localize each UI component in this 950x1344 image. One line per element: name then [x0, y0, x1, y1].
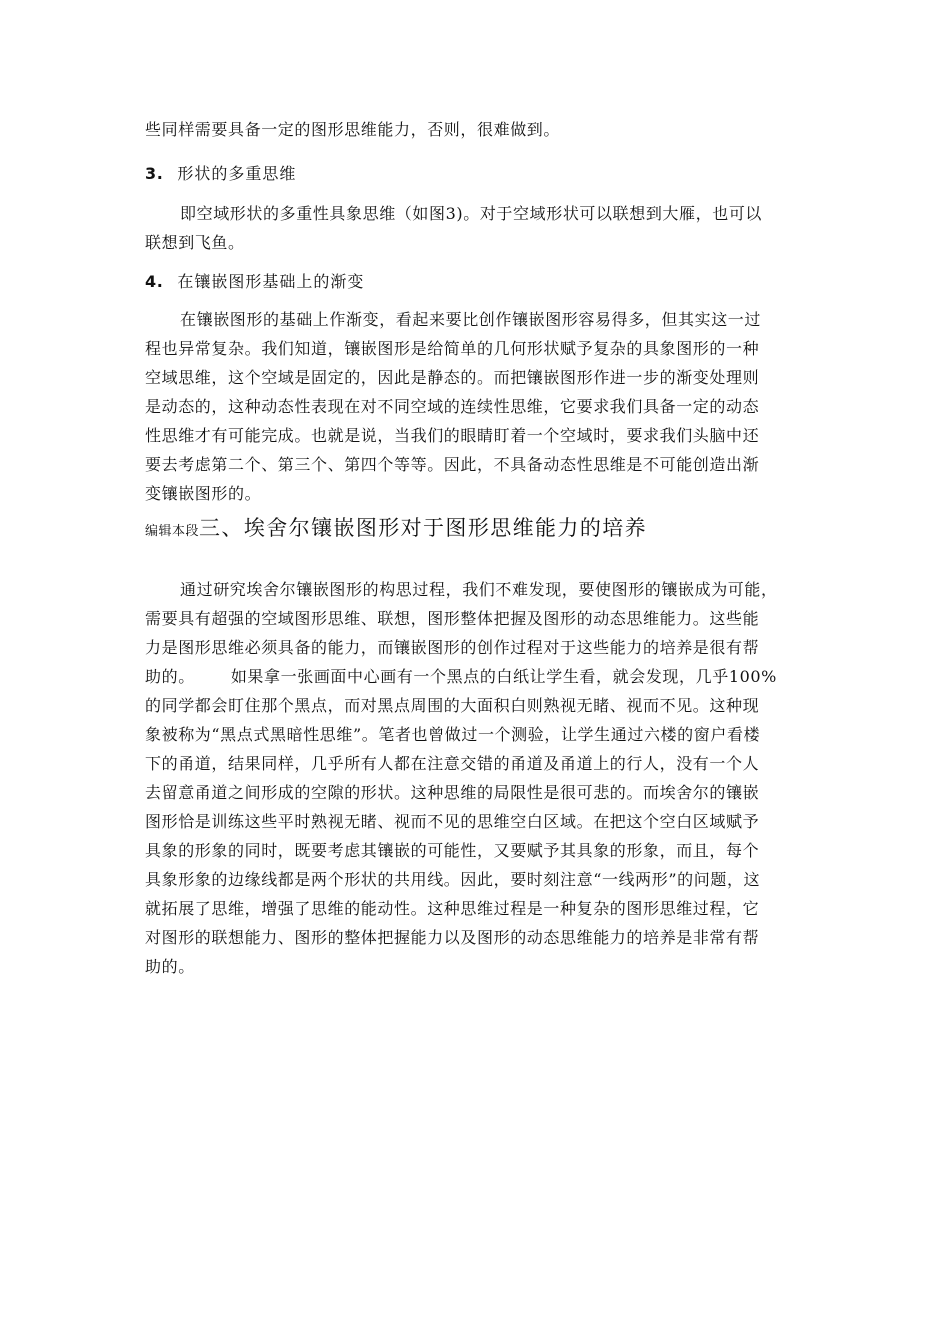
- paragraph-4-line: 要去考虑第二个、第三个、第四个等等。因此，不具备动态性思维是不可能创造出渐: [145, 455, 760, 474]
- paragraph-5-fragment: 助的。: [145, 667, 195, 686]
- paragraph-4-line: 在镶嵌图形的基础上作渐变，看起来要比创作镶嵌图形容易得多，但其实这一过: [180, 310, 762, 329]
- heading-4-text: 在镶嵌图形基础上的渐变: [177, 272, 365, 291]
- paragraph-5-line: 力是图形思维必须具备的能力，而镶嵌图形的创作过程对于这些能力的培养是很有帮: [145, 638, 760, 657]
- paragraph-4-line: 空域思维，这个空域是固定的，因此是静态的。而把镶嵌图形作进一步的渐变处理则: [145, 368, 760, 387]
- intro-line: 些同样需要具备一定的图形思维能力，否则，很难做到。: [145, 120, 561, 139]
- paragraph-4-line: 性思维才有可能完成。也就是说，当我们的眼睛盯着一个空域时，要求我们头脑中还: [145, 426, 760, 445]
- paragraph-5-line: 对图形的联想能力、图形的整体把握能力以及图形的动态思维能力的培养是非常有帮: [145, 928, 760, 947]
- section-title: 三、埃舍尔镶嵌图形对于图形思维能力的培养: [199, 516, 648, 540]
- paragraph-5-line: 下的甬道，结果同样，几乎所有人都在注意交错的甬道及甬道上的行人，没有一个人: [145, 754, 760, 773]
- paragraph-3-line: 联想到飞鱼。: [145, 233, 245, 252]
- edit-section-link[interactable]: 编辑本段: [145, 524, 200, 539]
- paragraph-5-line: 通过研究埃舍尔镶嵌图形的构思过程，我们不难发现，要使图形的镶嵌成为可能，: [180, 580, 778, 599]
- section-heading: [145, 512, 647, 542]
- heading-3-text: 形状的多重思维: [177, 164, 297, 183]
- paragraph-5-line: 具象的形象的同时，既要考虑其镶嵌的可能性，又要赋予其具象的形象，而且，每个: [145, 841, 760, 860]
- paragraph-3-line: 即空域形状的多重性具象思维（如图3)。对于空域形状可以联想到大雁，也可以: [180, 204, 763, 223]
- paragraph-4-line: 是动态的，这种动态性表现在对不同空域的连续性思维，它要求我们具备一定的动态: [145, 397, 760, 416]
- paragraph-4-line: 程也异常复杂。我们知道，镶嵌图形是给简单的几何形状赋予复杂的具象图形的一种: [145, 339, 760, 358]
- heading-3-number: 3.: [145, 164, 164, 183]
- paragraph-5-line: 去留意甬道之间形成的空隙的形状。这种思维的局限性是很可悲的。而埃舍尔的镶嵌: [145, 783, 760, 802]
- heading-4-number: 4.: [145, 272, 164, 291]
- heading-4: [145, 272, 364, 292]
- paragraph-5-line: 的同学都会盯住那个黑点，而对黑点周围的大面积白则熟视无睹、视而不见。这种现: [145, 696, 760, 715]
- paragraph-5-line: 需要具有超强的空域图形思维、联想，图形整体把握及图形的动态思维能力。这些能: [145, 609, 760, 628]
- paragraph-4-line: 变镶嵌图形的。: [145, 484, 262, 503]
- paragraph-5-line: [145, 667, 777, 687]
- paragraph-5-line: 具象形象的边缘线都是两个形状的共用线。因此，要时刻注意“一线两形”的问题，这: [145, 870, 761, 889]
- paragraph-5-line: 图形恰是训练这些平时熟视无睹、视而不见的思维空白区域。在把这个空白区域赋予: [145, 812, 760, 831]
- paragraph-5-line: 就拓展了思维，增强了思维的能动性。这种思维过程是一种复杂的图形思维过程，它: [145, 899, 760, 918]
- heading-3: [145, 164, 296, 184]
- paragraph-5-line: 象被称为“黑点式黑暗性思维”。笔者也曾做过一个测验，让学生通过六楼的窗户看楼: [145, 725, 761, 744]
- paragraph-5-fragment: 如果拿一张画面中心画有一个黑点的白纸让学生看，就会发现，几乎100%: [230, 667, 777, 686]
- paragraph-5-line: 助的。: [145, 957, 195, 976]
